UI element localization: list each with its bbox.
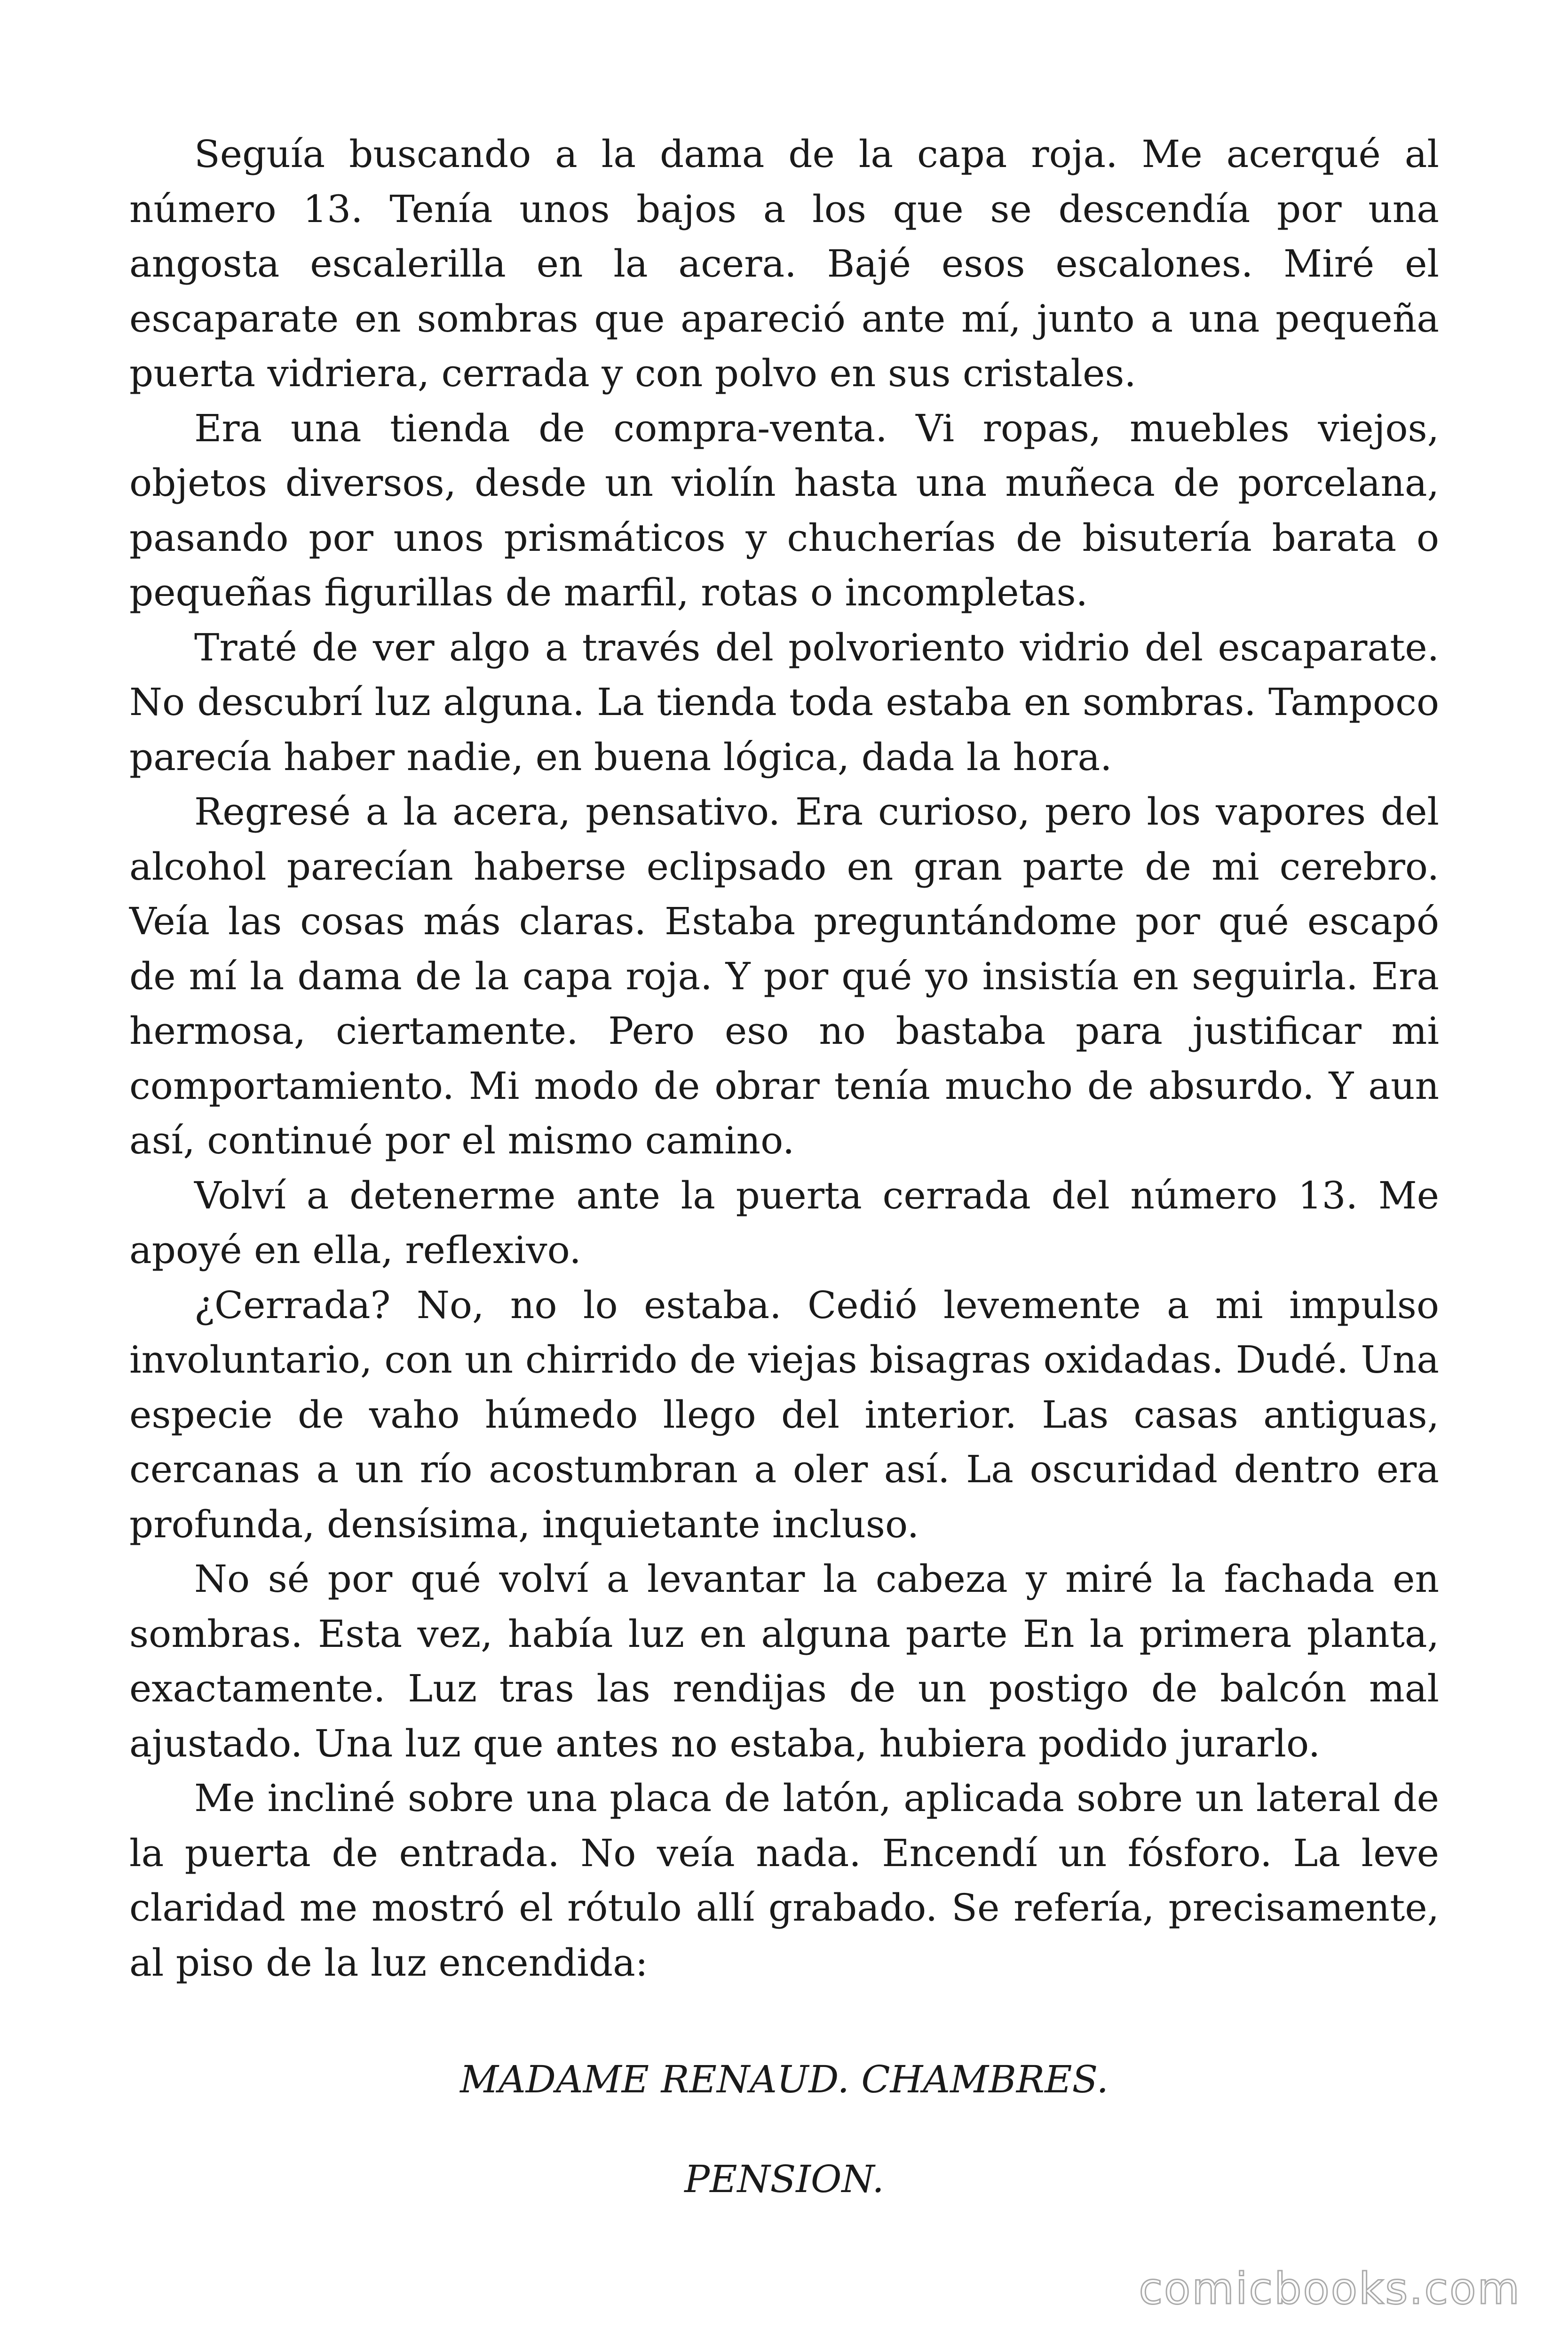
paragraph-6: ¿Cerrada? No, no lo estaba. Cedió levemente a mi impulso involuntario, con un chirrido de viejas bisagras oxidadas. Dudé. Una especie de vaho húmedo llego del interior. Las casas antiguas, cercanas a un río acostumbran a oler así. La oscuridad dentro era profunda, densísima, inquietante incluso. [129,1283,1439,1546]
site-watermark: comicbooks.com [1139,2264,1521,2314]
paragraph-4: Regresé a la acera, pensativo. Era curioso, pero los vapores del alcohol parecían haberse eclipsado en gran parte de mi cerebro. Veía las cosas más claras. Estaba preguntándome por qué escapó de mí la dama de la capa roja. Y por qué yo insistía en seguirla. Era hermosa, ciertamente. Pero eso no bastaba para justificar mi comportamiento. Mi modo de obrar tenía mucho de absurdo. Y aun así, continué por el mismo camino. [129,790,1439,1162]
paragraph-2: Era una tienda de compra-venta. Vi ropas, muebles viejos, objetos diversos, desde un violín hasta una muñeca de porcelana, pasando por unos prismáticos y chucherías de bisutería barata o pequeñas figurillas de marfil, rotas o incompletas. [129,406,1439,614]
paragraph-7: No sé por qué volví a levantar la cabeza y miré la fachada en sombras. Esta vez, había luz en alguna parte En la primera planta, exactamente. Luz tras las rendijas de un postigo de balcón mal ajustado. Una luz que antes no estaba, hubiera podido jurarlo. [129,1557,1439,1765]
paragraph-8: Me incliné sobre una placa de latón, aplicada sobre un lateral de la puerta de entrada. No veía nada. Encendí un fósforo. La leve claridad me mostró el rótulo allí grabado. Se refería, precisamente, al piso de la luz encendida: [129,1776,1439,1985]
paragraph-3: Traté de ver algo a través del polvoriento vidrio del escaparate. No descubrí luz alguna. La tienda toda estaba en sombras. Tampoco parecía haber nadie, en buena lógica, dada la hora. [129,625,1439,779]
paragraph-1: Seguía buscando a la dama de la capa roja. Me acerqué al número 13. Tenía unos bajos a los que se descendía por una angosta escalerilla en la acera. Bajé esos escalones. Miré el escaparate en sombras que apareció ante mí, junto a una pequeña puerta vidriera, cerrada y con polvo en sus cristales. [129,132,1439,395]
plaque-line-2: PENSION. [684,2157,884,2201]
plaque-line-1: MADAME RENAUD. CHAMBRES. [460,2058,1109,2101]
paragraph-5: Volví a detenerme ante la puerta cerrada del número 13. Me apoyé en ella, reflexivo. [129,1173,1439,1272]
book-page [129,127,1439,2207]
